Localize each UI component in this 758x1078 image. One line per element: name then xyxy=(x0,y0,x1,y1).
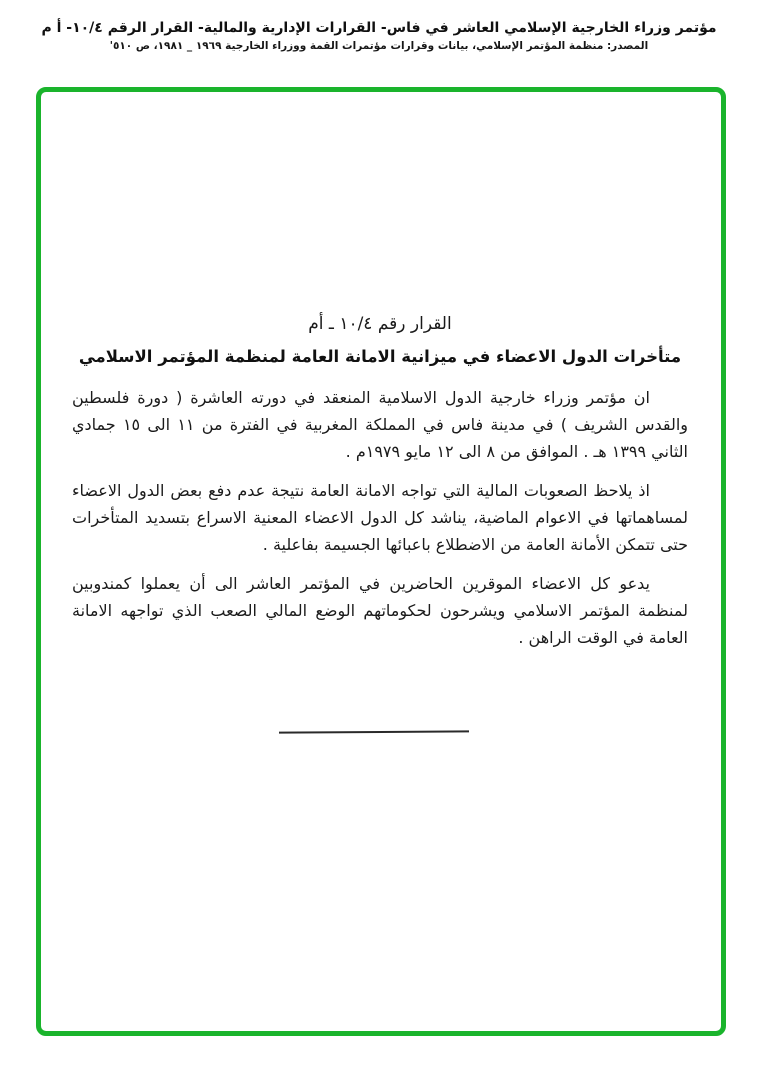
paragraph-appeal: يدعو كل الاعضاء الموقرين الحاضرين في المؤتمر العاشر الى أن يعملوا كمندوبين لمنظمة المؤتمر الاسلامي ويشرحون لحكوماتهم الوضع المالي الصعب الذي تواجهه الامانة العامة في الوقت الراهن . xyxy=(72,574,688,647)
header-citation-line: المصدر: منظمة المؤتمر الإسلامي، بيانات وقرارات مؤتمرات القمة ووزراء الخارجية ١٩٦٩ _ ١٩٨١، ص ٥١٠' xyxy=(109,40,649,52)
resolution-subject-title: متأخرات الدول الاعضاء في ميزانية الامانة العامة لمنظمة المؤتمر الاسلامي xyxy=(78,347,682,366)
header-source-line: مؤتمر وزراء الخارجية الإسلامي العاشر في فاس- القرارات الإدارية والمالية- القرار الرقم ١٠/٤- أ م xyxy=(41,20,717,36)
resolution-number-title: القرار رقم ١٠/٤ ـ أم xyxy=(308,314,452,334)
divider-line xyxy=(279,730,469,733)
paragraph-preamble: ان مؤتمر وزراء خارجية الدول الاسلامية المنعقد في دورته العاشرة ( دورة فلسطين والقدس الشريف ) في مدينة فاس في المملكة المغربية في الفترة من ١١ الى ١٥ جمادي الثاني ١٣٩٩ هـ . الموافق من ٨ الى ١٢ مايو ١٩٧٩م . xyxy=(72,388,689,461)
document-header xyxy=(0,20,758,52)
green-border-frame xyxy=(36,87,726,1036)
paragraph-observation: اذ يلاحظ الصعوبات المالية التي تواجه الامانة العامة نتيجة عدم دفع بعض الدول الاعضاء لمساهماتها في الاعوام الماضية، يناشد كل الدول الاعضاء المعنية الاسراع بتسديد المتأخرات حتى تتمكن الأمانة العامة من الاضطلاع باعبائها الجسيمة بفاعلية . xyxy=(72,481,688,554)
document-content xyxy=(72,92,688,733)
